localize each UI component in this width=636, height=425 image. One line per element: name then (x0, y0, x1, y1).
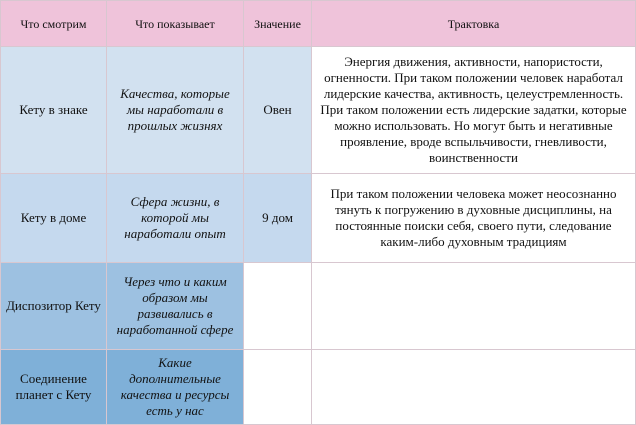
cell-interpretation (312, 350, 636, 425)
table-row (1, 263, 636, 350)
cell-meaning: Сфера жизни, в которой мы наработали опыт (107, 174, 244, 263)
cell-interpretation: Энергия движения, активности, напористости, огненности. При таком положении человек наработал лидерские качества, активность, целеустремленность. При таком положении есть лидерские задатки, которые можно использовать. Но могут быть и негативные проявление, вроде вспыльчивости, гневливости, воинственности (312, 47, 636, 174)
cell-meaning: Какие дополнительные качества и ресурсы есть у нас (107, 350, 244, 425)
cell-interpretation (312, 263, 636, 350)
cell-interpretation: При таком положении человека может неосознанно тянуть к погружению в духовные дисциплины, на постоянные поиски себя, своего пути, следование каким-либо духовным традициям (312, 174, 636, 263)
cell-what: Соединение планет с Кету (1, 350, 107, 425)
header-value: Значение (244, 1, 312, 47)
cell-what: Диспозитор Кету (1, 263, 107, 350)
header-interpretation: Трактовка (312, 1, 636, 47)
cell-value (244, 263, 312, 350)
cell-what: Кету в знаке (1, 47, 107, 174)
table-row (1, 174, 636, 263)
cell-meaning: Качества, которые мы наработали в прошлых жизнях (107, 47, 244, 174)
header-meaning: Что показывает (107, 1, 244, 47)
header-row (1, 1, 636, 47)
cell-meaning: Через что и каким образом мы развивались в наработанной сфере (107, 263, 244, 350)
cell-value: Овен (244, 47, 312, 174)
header-what: Что смотрим (1, 1, 107, 47)
cell-value (244, 350, 312, 425)
table-row (1, 350, 636, 425)
table-row (1, 47, 636, 174)
cell-value: 9 дом (244, 174, 312, 263)
cell-what: Кету в доме (1, 174, 107, 263)
